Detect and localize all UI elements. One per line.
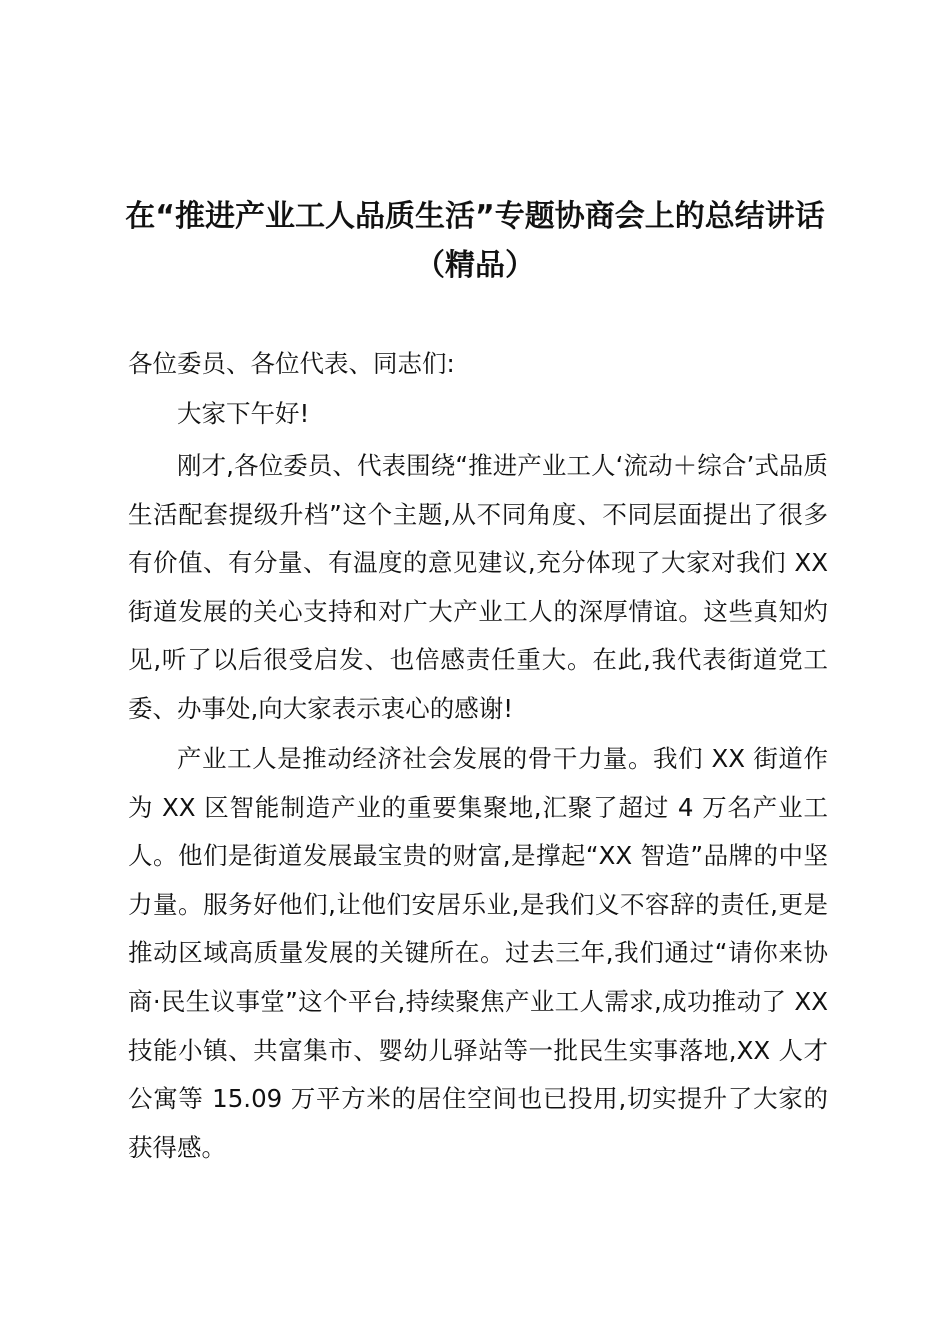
paragraph-industrial-workers: 产业工人是推动经济社会发展的骨干力量。我们 XX 街道作为 XX 区智能制造产业的重要集聚地,汇聚了超过 4 万名产业工人。他们是街道发展最宝贵的财富,是撑起“XX 智造”品牌的中坚力量。服务好他们,让他们安居乐业,是我们义不容辞的责任,更是推动区域高质量发展的关键所在。过去三年,我们通过“请你来协商·民生议事堂”这个平台,持续聚焦产业工人需求,成功推动了 XX 技能小镇、共富集市、婴幼儿驿站等一批民生实事落地,XX 人才公寓等 15.09 万平方米的居住空间也已投用,切实提升了大家的获得感。: [128, 744, 828, 1162]
document-title: 在“推进产业工人品质生活”专题协商会上的总结讲话（精品）: [125, 199, 825, 283]
salutation: 各位委员、各位代表、同志们:: [128, 349, 455, 378]
paragraph-greeting: 大家下午好!: [177, 399, 310, 428]
paragraph-thanks: 刚才,各位委员、代表围绕“推进产业工人‘流动＋综合’式品质生活配套提级升档”这个主题,从不同角度、不同层面提出了很多有价值、有分量、有温度的意见建议,充分体现了大家对我们 XX 街道发展的关心支持和对广大产业工人的深厚情谊。这些真知灼见,听了以后很受启发、也倍感责任重大。在此,我代表街道党工委、办事处,向大家表示衷心的感谢!: [128, 451, 828, 723]
